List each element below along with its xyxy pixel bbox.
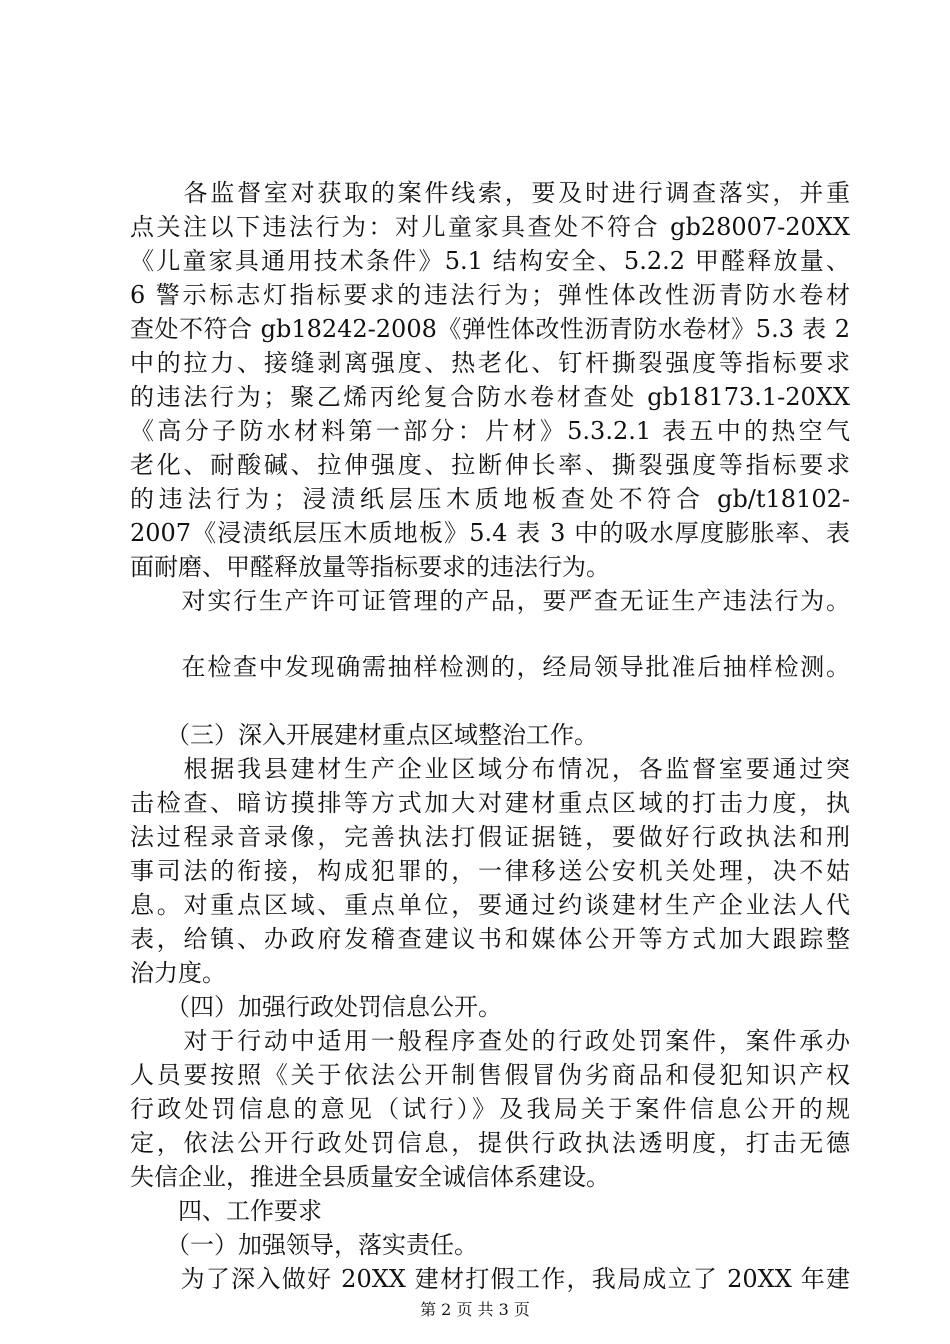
body-line: 击检查、暗访摸排等方式加大对建材重点区域的打击力度，执 [130, 789, 850, 817]
body-line: 6 警示标志灯指标要求的违法行为；弹性体改性沥青防水卷材 [130, 281, 850, 309]
body-line: 治力度。 [130, 959, 226, 987]
body-line: 事司法的衔接，构成犯罪的，一律移送公安机关处理，决不姑 [130, 857, 850, 885]
section-heading: 四、工作要求 [130, 1197, 322, 1225]
body-line: 表，给镇、办政府发稽查建议书和媒体公开等方式加大跟踪整 [130, 925, 850, 953]
body-line: 面耐磨、甲醛释放量等指标要求的违法行为。 [130, 553, 610, 581]
body-line: 失信企业，推进全县质量安全诚信体系建设。 [130, 1163, 610, 1191]
section-heading: （三）深入开展建材重点区域整治工作。 [130, 721, 598, 749]
body-line: 人员要按照《关于依法公开制售假冒伪劣商品和侵犯知识产权 [130, 1061, 850, 1089]
body-line: 2007《浸渍纸层压木质地板》5.4 表 3 中的吸水厚度膨胀率、表 [130, 519, 850, 547]
body-line: 为了深入做好 20XX 建材打假工作，我局成立了 20XX 年建 [130, 1265, 850, 1293]
body-line: 《儿童家具通用技术条件》5.1 结构安全、5.2.2 甲醛释放量、 [130, 247, 850, 275]
body-line: 中的拉力、接缝剥离强度、热老化、钉杆撕裂强度等指标要求 [130, 349, 850, 377]
body-line: 定，依法公开行政处罚信息，提供行政执法透明度，打击无德 [130, 1129, 850, 1157]
body-line: 对于行动中适用一般程序查处的行政处罚案件，案件承办 [130, 1027, 850, 1055]
body-line: 息。对重点区域、重点单位，要通过约谈建材生产企业法人代 [130, 891, 850, 919]
body-line: 在检查中发现确需抽样检测的，经局领导批准后抽样检测。 [130, 653, 850, 681]
body-line: 查处不符合 gb18242-2008《弹性体改性沥青防水卷材》5.3 表 2 [130, 315, 850, 343]
body-line: 各监督室对获取的案件线索，要及时进行调查落实，并重 [130, 179, 850, 207]
body-line: 的违法行为；聚乙烯丙纶复合防水卷材查处 gb18173.1-20XX [130, 383, 850, 411]
page-footer: 第 2 页 共 3 页 [420, 1300, 530, 1319]
section-heading: （一）加强领导，落实责任。 [130, 1231, 478, 1259]
body-line: 法过程录音录像，完善执法打假证据链，要做好行政执法和刑 [130, 823, 850, 851]
section-heading: （四）加强行政处罚信息公开。 [130, 993, 502, 1021]
body-line: 根据我县建材生产企业区域分布情况，各监督室要通过突 [130, 755, 850, 783]
body-line: 老化、耐酸碱、拉伸强度、拉断伸长率、撕裂强度等指标要求 [130, 451, 850, 479]
body-line: 对实行生产许可证管理的产品，要严查无证生产违法行为。 [130, 587, 850, 615]
body-line: 行政处罚信息的意见（试行）》及我局关于案件信息公开的规 [130, 1095, 850, 1123]
body-line: 的违法行为；浸渍纸层压木质地板查处不符合 gb/t18102- [130, 485, 850, 513]
body-line: 《高分子防水材料第一部分：片材》5.3.2.1 表五中的热空气 [130, 417, 850, 445]
body-line: 点关注以下违法行为：对儿童家具查处不符合 gb28007-20XX [130, 213, 850, 241]
